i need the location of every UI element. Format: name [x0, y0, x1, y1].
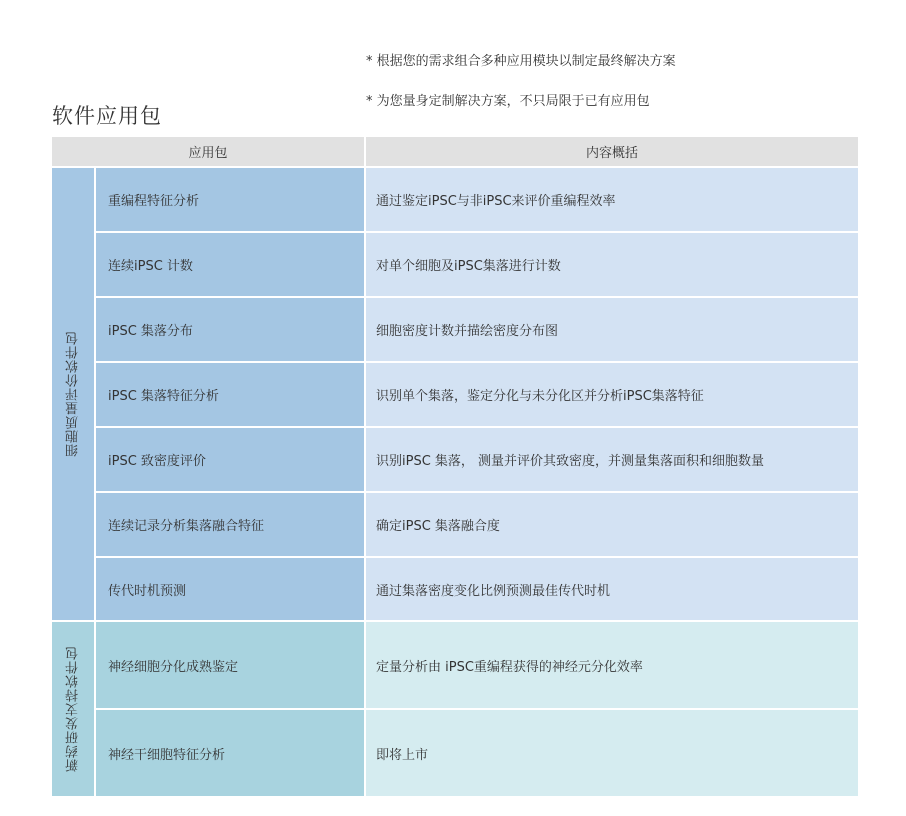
table-row-summary: 对单个细胞及iPSC集落进行计数 [366, 233, 858, 296]
table-row-package: 神经细胞分化成熟鉴定 [96, 622, 364, 708]
table-row-package: 传代时机预测 [96, 558, 364, 620]
table-row-package: 连续记录分析集落融合特征 [96, 493, 364, 556]
group-label: 细胞质量评价软件包 [65, 331, 81, 457]
table-row-package: iPSC 集落分布 [96, 298, 364, 361]
header-summary: 内容概括 [366, 137, 858, 166]
table-row-summary: 通过鉴定iPSC与非iPSC来评价重编程效率 [366, 168, 858, 231]
group-label: 新药研发支持软件包 [65, 646, 81, 772]
table-row-summary: 通过集落密度变化比例预测最佳传代时机 [366, 558, 858, 620]
header-package: 应用包 [52, 137, 364, 166]
table-row-package: iPSC 集落特征分析 [96, 363, 364, 426]
table-row-summary: 识别单个集落，鉴定分化与未分化区并分析iPSC集落特征 [366, 363, 858, 426]
table-row-summary: 确定iPSC 集落融合度 [366, 493, 858, 556]
group-cell-quality [52, 168, 94, 620]
table-row-summary: 定量分析由 iPSC重编程获得的神经元分化效率 [366, 622, 858, 708]
table-row-package: 连续iPSC 计数 [96, 233, 364, 296]
table-row-package: 重编程特征分析 [96, 168, 364, 231]
group-drug-discovery [52, 622, 94, 796]
note-custom-solution: * 为您量身定制解决方案，不只局限于已有应用包 [366, 94, 650, 109]
table-row-summary: 细胞密度计数并描绘密度分布图 [366, 298, 858, 361]
table-row-summary: 即将上市 [366, 710, 858, 796]
table-row-summary: 识别iPSC 集落， 测量并评价其致密度，并测量集落面积和细胞数量 [366, 428, 858, 491]
table-row-package: 神经干细胞特征分析 [96, 710, 364, 796]
table-row-package: iPSC 致密度评价 [96, 428, 364, 491]
page-title: 软件应用包 [52, 104, 162, 128]
note-combine-modules: * 根据您的需求组合多种应用模块以制定最终解决方案 [366, 54, 676, 69]
